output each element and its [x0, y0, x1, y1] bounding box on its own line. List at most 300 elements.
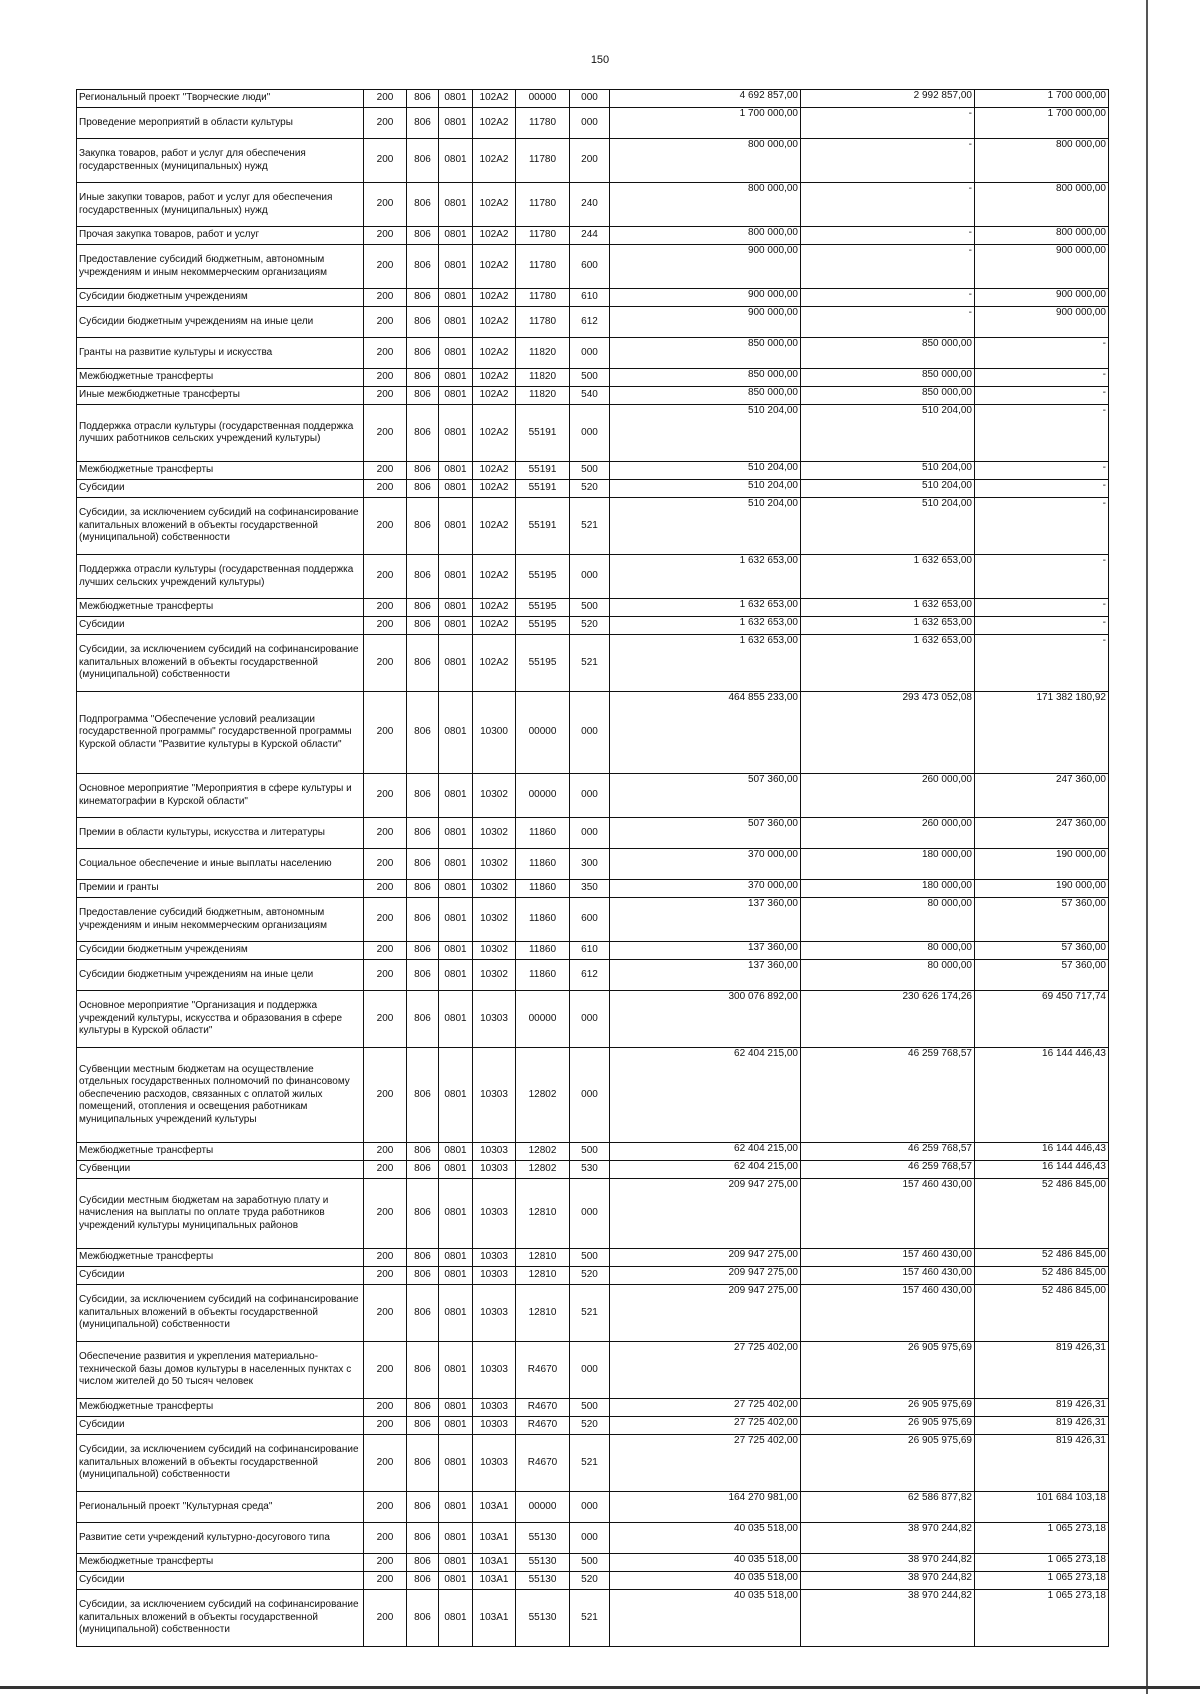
table-body [77, 90, 1109, 1647]
code-glava: 200 [364, 1161, 407, 1179]
code-direction: 12810 [516, 1179, 570, 1249]
amount-federal: 230 626 174,26 [801, 991, 975, 1048]
code-glava: 200 [364, 1590, 407, 1647]
table-row [77, 849, 1109, 880]
row-name: Поддержка отрасли культуры (государственная поддержка лучших работников сельских учреждений культуры) [77, 405, 364, 462]
table-row [77, 227, 1109, 245]
code-ved: 806 [407, 1492, 439, 1523]
table-row [77, 108, 1109, 139]
table-row [77, 480, 1109, 498]
code-ved: 806 [407, 1342, 439, 1399]
code-glava: 200 [364, 498, 407, 555]
code-program: 103А1 [473, 1523, 516, 1554]
code-vid: 000 [570, 1342, 610, 1399]
code-ved: 806 [407, 617, 439, 635]
table-row [77, 1249, 1109, 1267]
code-vid: 500 [570, 1143, 610, 1161]
amount-federal: 1 632 653,00 [801, 635, 975, 692]
amount-total: 370 000,00 [610, 880, 801, 898]
amount-federal: 850 000,00 [801, 338, 975, 369]
table-row [77, 1161, 1109, 1179]
row-name: Субсидии [77, 1572, 364, 1590]
code-direction: R4670 [516, 1399, 570, 1417]
code-vid: 000 [570, 1523, 610, 1554]
amount-total: 1 632 653,00 [610, 617, 801, 635]
row-name: Межбюджетные трансферты [77, 1249, 364, 1267]
code-direction: 55195 [516, 599, 570, 617]
code-program: 102А2 [473, 307, 516, 338]
code-glava: 200 [364, 555, 407, 599]
amount-federal: 157 460 430,00 [801, 1179, 975, 1249]
row-name: Субсидии, за исключением субсидий на софинансирование капитальных вложений в объекты государственной (муниципальной) собственности [77, 498, 364, 555]
amount-regional: 171 382 180,92 [975, 692, 1109, 774]
row-name: Обеспечение развития и укрепления материально-технической базы домов культуры в населенных пунктах с числом жителей до 50 тысяч человек [77, 1342, 364, 1399]
code-direction: 12802 [516, 1161, 570, 1179]
table-row [77, 387, 1109, 405]
amount-total: 4 692 857,00 [610, 90, 801, 108]
code-vid: 520 [570, 617, 610, 635]
code-razdel: 0801 [439, 1554, 473, 1572]
code-razdel: 0801 [439, 1572, 473, 1590]
amount-total: 209 947 275,00 [610, 1249, 801, 1267]
code-direction: 11780 [516, 108, 570, 139]
code-direction: 00000 [516, 991, 570, 1048]
code-ved: 806 [407, 1179, 439, 1249]
table-row [77, 338, 1109, 369]
code-razdel: 0801 [439, 183, 473, 227]
amount-regional: 101 684 103,18 [975, 1492, 1109, 1523]
row-name: Субвенции местным бюджетам на осуществление отдельных государственных полномочий по финансовому обеспечению расходов, связанных с оплатой жилых помещений, отопления и освещения работникам муниципальных учреждений культуры [77, 1048, 364, 1143]
amount-federal: 38 970 244,82 [801, 1590, 975, 1647]
amount-federal: 26 905 975,69 [801, 1399, 975, 1417]
code-program: 10303 [473, 1417, 516, 1435]
amount-regional: 52 486 845,00 [975, 1179, 1109, 1249]
table-row [77, 1342, 1109, 1399]
code-program: 102А2 [473, 387, 516, 405]
table-row [77, 1285, 1109, 1342]
code-program: 102А2 [473, 599, 516, 617]
code-razdel: 0801 [439, 991, 473, 1048]
amount-federal: 80 000,00 [801, 942, 975, 960]
code-razdel: 0801 [439, 960, 473, 991]
code-razdel: 0801 [439, 1590, 473, 1647]
code-program: 10303 [473, 1143, 516, 1161]
table-row [77, 498, 1109, 555]
amount-total: 1 632 653,00 [610, 599, 801, 617]
code-vid: 000 [570, 405, 610, 462]
code-direction: 11860 [516, 898, 570, 942]
table-row [77, 599, 1109, 617]
table-row [77, 1143, 1109, 1161]
amount-total: 900 000,00 [610, 245, 801, 289]
amount-total: 464 855 233,00 [610, 692, 801, 774]
code-program: 10303 [473, 1179, 516, 1249]
row-name: Субвенции [77, 1161, 364, 1179]
code-direction: 11860 [516, 880, 570, 898]
table-row [77, 774, 1109, 818]
budget-table-container [76, 89, 1108, 1647]
code-glava: 200 [364, 387, 407, 405]
code-glava: 200 [364, 1572, 407, 1590]
table-row [77, 405, 1109, 462]
code-vid: 000 [570, 692, 610, 774]
code-ved: 806 [407, 108, 439, 139]
code-razdel: 0801 [439, 480, 473, 498]
code-vid: 000 [570, 555, 610, 599]
code-program: 10303 [473, 1048, 516, 1143]
amount-federal: 1 632 653,00 [801, 599, 975, 617]
code-program: 103А1 [473, 1572, 516, 1590]
row-name: Региональный проект "Творческие люди" [77, 90, 364, 108]
code-vid: 500 [570, 1249, 610, 1267]
table-row [77, 818, 1109, 849]
code-razdel: 0801 [439, 555, 473, 599]
code-razdel: 0801 [439, 307, 473, 338]
code-program: 10303 [473, 1285, 516, 1342]
code-program: 10302 [473, 898, 516, 942]
code-glava: 200 [364, 942, 407, 960]
code-ved: 806 [407, 1554, 439, 1572]
row-name: Субсидии, за исключением субсидий на софинансирование капитальных вложений в объекты государственной (муниципальной) собственности [77, 635, 364, 692]
row-name: Предоставление субсидий бюджетным, автономным учреждениям и иным некоммерческим организациям [77, 898, 364, 942]
code-program: 102А2 [473, 555, 516, 599]
table-row [77, 245, 1109, 289]
code-glava: 200 [364, 880, 407, 898]
amount-regional: - [975, 480, 1109, 498]
amount-regional: 819 426,31 [975, 1435, 1109, 1492]
row-name: Прочая закупка товаров, работ и услуг [77, 227, 364, 245]
table-row [77, 1399, 1109, 1417]
amount-total: 137 360,00 [610, 942, 801, 960]
code-direction: 12810 [516, 1267, 570, 1285]
table-row [77, 289, 1109, 307]
table-row [77, 898, 1109, 942]
code-vid: 520 [570, 480, 610, 498]
code-ved: 806 [407, 1399, 439, 1417]
code-glava: 200 [364, 307, 407, 338]
code-razdel: 0801 [439, 1435, 473, 1492]
amount-federal: - [801, 108, 975, 139]
amount-regional: - [975, 635, 1109, 692]
code-program: 102А2 [473, 289, 516, 307]
amount-federal: - [801, 227, 975, 245]
code-direction: 11860 [516, 942, 570, 960]
code-razdel: 0801 [439, 849, 473, 880]
code-program: 10303 [473, 1399, 516, 1417]
amount-regional: 900 000,00 [975, 289, 1109, 307]
row-name: Иные закупки товаров, работ и услуг для обеспечения государственных (муниципальных) нужд [77, 183, 364, 227]
amount-total: 1 632 653,00 [610, 635, 801, 692]
table-row [77, 1179, 1109, 1249]
amount-federal: 157 460 430,00 [801, 1249, 975, 1267]
code-program: 102А2 [473, 405, 516, 462]
amount-total: 1 700 000,00 [610, 108, 801, 139]
code-glava: 200 [364, 1523, 407, 1554]
code-program: 102А2 [473, 108, 516, 139]
amount-total: 850 000,00 [610, 387, 801, 405]
amount-total: 40 035 518,00 [610, 1554, 801, 1572]
code-direction: 00000 [516, 1492, 570, 1523]
code-program: 103А1 [473, 1492, 516, 1523]
table-row [77, 1523, 1109, 1554]
amount-regional: 1 065 273,18 [975, 1523, 1109, 1554]
code-vid: 350 [570, 880, 610, 898]
code-razdel: 0801 [439, 338, 473, 369]
code-ved: 806 [407, 369, 439, 387]
code-glava: 200 [364, 599, 407, 617]
code-direction: 11780 [516, 245, 570, 289]
amount-regional: 57 360,00 [975, 960, 1109, 991]
table-row [77, 555, 1109, 599]
code-glava: 200 [364, 338, 407, 369]
code-program: 103А1 [473, 1590, 516, 1647]
code-glava: 200 [364, 1285, 407, 1342]
code-program: 10303 [473, 1435, 516, 1492]
amount-total: 1 632 653,00 [610, 555, 801, 599]
code-ved: 806 [407, 880, 439, 898]
code-program: 102А2 [473, 617, 516, 635]
code-ved: 806 [407, 480, 439, 498]
row-name: Основное мероприятие "Организация и поддержка учреждений культуры, искусства и образования в сфере культуры в Курской области" [77, 991, 364, 1048]
code-program: 102А2 [473, 462, 516, 480]
code-glava: 200 [364, 1492, 407, 1523]
code-program: 10302 [473, 818, 516, 849]
code-glava: 200 [364, 1399, 407, 1417]
code-program: 102А2 [473, 227, 516, 245]
code-ved: 806 [407, 1417, 439, 1435]
code-ved: 806 [407, 1572, 439, 1590]
code-vid: 000 [570, 774, 610, 818]
amount-regional: 16 144 446,43 [975, 1161, 1109, 1179]
row-name: Премии и гранты [77, 880, 364, 898]
code-glava: 200 [364, 1342, 407, 1399]
amount-federal: 26 905 975,69 [801, 1417, 975, 1435]
code-direction: 55191 [516, 405, 570, 462]
code-vid: 000 [570, 108, 610, 139]
code-glava: 200 [364, 1249, 407, 1267]
row-name: Субсидии, за исключением субсидий на софинансирование капитальных вложений в объекты государственной (муниципальной) собственности [77, 1285, 364, 1342]
row-name: Субсидии [77, 617, 364, 635]
code-glava: 200 [364, 1435, 407, 1492]
code-razdel: 0801 [439, 405, 473, 462]
code-glava: 200 [364, 960, 407, 991]
code-direction: 00000 [516, 774, 570, 818]
code-direction: 12810 [516, 1249, 570, 1267]
code-ved: 806 [407, 227, 439, 245]
table-row [77, 1048, 1109, 1143]
table-row [77, 1590, 1109, 1647]
amount-regional: - [975, 617, 1109, 635]
code-razdel: 0801 [439, 635, 473, 692]
code-vid: 520 [570, 1267, 610, 1285]
scan-edge-bottom [0, 1686, 1200, 1689]
row-name: Иные межбюджетные трансферты [77, 387, 364, 405]
code-ved: 806 [407, 898, 439, 942]
amount-federal: - [801, 245, 975, 289]
row-name: Межбюджетные трансферты [77, 1143, 364, 1161]
code-razdel: 0801 [439, 139, 473, 183]
code-glava: 200 [364, 991, 407, 1048]
amount-federal: 2 992 857,00 [801, 90, 975, 108]
amount-total: 27 725 402,00 [610, 1417, 801, 1435]
code-glava: 200 [364, 1267, 407, 1285]
code-vid: 612 [570, 307, 610, 338]
code-vid: 610 [570, 942, 610, 960]
code-program: 10303 [473, 1161, 516, 1179]
code-program: 102А2 [473, 338, 516, 369]
code-direction: 00000 [516, 692, 570, 774]
code-ved: 806 [407, 338, 439, 369]
code-vid: 612 [570, 960, 610, 991]
code-program: 103А1 [473, 1554, 516, 1572]
amount-regional: - [975, 555, 1109, 599]
code-razdel: 0801 [439, 818, 473, 849]
code-razdel: 0801 [439, 1399, 473, 1417]
code-razdel: 0801 [439, 617, 473, 635]
table-row [77, 307, 1109, 338]
table-row [77, 635, 1109, 692]
amount-regional: 800 000,00 [975, 227, 1109, 245]
scan-edge-right [1146, 0, 1148, 1694]
code-glava: 200 [364, 480, 407, 498]
code-glava: 200 [364, 289, 407, 307]
code-program: 102А2 [473, 90, 516, 108]
code-glava: 200 [364, 462, 407, 480]
amount-federal: 38 970 244,82 [801, 1572, 975, 1590]
amount-federal: 26 905 975,69 [801, 1435, 975, 1492]
code-direction: 12802 [516, 1048, 570, 1143]
amount-total: 40 035 518,00 [610, 1590, 801, 1647]
code-razdel: 0801 [439, 108, 473, 139]
code-razdel: 0801 [439, 1048, 473, 1143]
code-glava: 200 [364, 108, 407, 139]
code-vid: 000 [570, 991, 610, 1048]
amount-federal: 510 204,00 [801, 405, 975, 462]
code-direction: 55130 [516, 1554, 570, 1572]
code-direction: 11780 [516, 183, 570, 227]
code-ved: 806 [407, 635, 439, 692]
code-program: 102А2 [473, 245, 516, 289]
amount-federal: 80 000,00 [801, 898, 975, 942]
table-row [77, 90, 1109, 108]
amount-total: 900 000,00 [610, 307, 801, 338]
code-vid: 500 [570, 1399, 610, 1417]
amount-total: 209 947 275,00 [610, 1179, 801, 1249]
code-direction: 00000 [516, 90, 570, 108]
code-glava: 200 [364, 635, 407, 692]
amount-regional: 52 486 845,00 [975, 1285, 1109, 1342]
amount-total: 209 947 275,00 [610, 1285, 801, 1342]
amount-total: 164 270 981,00 [610, 1492, 801, 1523]
table-row [77, 942, 1109, 960]
code-ved: 806 [407, 289, 439, 307]
amount-regional: 247 360,00 [975, 774, 1109, 818]
code-glava: 200 [364, 245, 407, 289]
amount-regional: - [975, 387, 1109, 405]
table-row [77, 692, 1109, 774]
code-program: 10303 [473, 991, 516, 1048]
code-vid: 600 [570, 898, 610, 942]
code-razdel: 0801 [439, 1143, 473, 1161]
amount-total: 62 404 215,00 [610, 1161, 801, 1179]
amount-regional: 800 000,00 [975, 183, 1109, 227]
amount-regional: 819 426,31 [975, 1342, 1109, 1399]
code-program: 10303 [473, 1267, 516, 1285]
code-direction: 11860 [516, 849, 570, 880]
amount-federal: 1 632 653,00 [801, 617, 975, 635]
code-direction: 11780 [516, 307, 570, 338]
amount-federal: - [801, 183, 975, 227]
amount-total: 40 035 518,00 [610, 1523, 801, 1554]
amount-regional: 16 144 446,43 [975, 1143, 1109, 1161]
amount-total: 800 000,00 [610, 139, 801, 183]
code-ved: 806 [407, 1143, 439, 1161]
code-direction: 11820 [516, 338, 570, 369]
code-vid: 521 [570, 635, 610, 692]
amount-regional: 819 426,31 [975, 1417, 1109, 1435]
amount-federal: 80 000,00 [801, 960, 975, 991]
code-ved: 806 [407, 90, 439, 108]
code-ved: 806 [407, 960, 439, 991]
amount-regional: 247 360,00 [975, 818, 1109, 849]
code-glava: 200 [364, 849, 407, 880]
code-ved: 806 [407, 555, 439, 599]
code-razdel: 0801 [439, 289, 473, 307]
amount-total: 900 000,00 [610, 289, 801, 307]
code-razdel: 0801 [439, 1161, 473, 1179]
amount-regional: - [975, 338, 1109, 369]
amount-regional: 1 700 000,00 [975, 90, 1109, 108]
code-ved: 806 [407, 405, 439, 462]
code-program: 102А2 [473, 139, 516, 183]
table-row [77, 1572, 1109, 1590]
code-razdel: 0801 [439, 1492, 473, 1523]
amount-regional: 16 144 446,43 [975, 1048, 1109, 1143]
row-name: Субсидии бюджетным учреждениям на иные цели [77, 960, 364, 991]
code-glava: 200 [364, 1179, 407, 1249]
code-vid: 610 [570, 289, 610, 307]
row-name: Гранты на развитие культуры и искусства [77, 338, 364, 369]
row-name: Субсидии [77, 480, 364, 498]
code-vid: 500 [570, 1554, 610, 1572]
amount-regional: 1 065 273,18 [975, 1590, 1109, 1647]
amount-regional: 800 000,00 [975, 139, 1109, 183]
amount-federal: 850 000,00 [801, 369, 975, 387]
code-program: 10302 [473, 774, 516, 818]
code-direction: R4670 [516, 1435, 570, 1492]
amount-federal: 46 259 768,57 [801, 1048, 975, 1143]
amount-federal: 26 905 975,69 [801, 1342, 975, 1399]
row-name: Субсидии бюджетным учреждениям [77, 289, 364, 307]
code-program: 10303 [473, 1342, 516, 1399]
code-vid: 521 [570, 1590, 610, 1647]
amount-regional: - [975, 405, 1109, 462]
code-vid: 300 [570, 849, 610, 880]
code-direction: 11780 [516, 289, 570, 307]
code-vid: 521 [570, 498, 610, 555]
code-razdel: 0801 [439, 1267, 473, 1285]
code-direction: R4670 [516, 1417, 570, 1435]
amount-regional: 900 000,00 [975, 307, 1109, 338]
code-razdel: 0801 [439, 880, 473, 898]
code-vid: 000 [570, 1492, 610, 1523]
code-vid: 520 [570, 1417, 610, 1435]
code-razdel: 0801 [439, 498, 473, 555]
code-direction: 55195 [516, 617, 570, 635]
code-direction: 55191 [516, 462, 570, 480]
code-razdel: 0801 [439, 1523, 473, 1554]
code-vid: 000 [570, 818, 610, 849]
